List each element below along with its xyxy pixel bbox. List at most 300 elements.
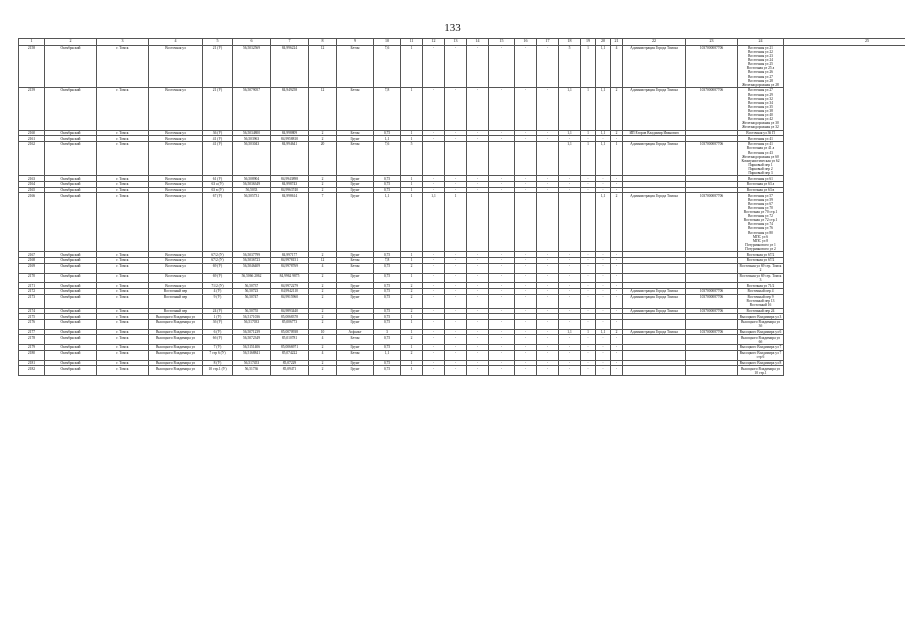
table-cell: Октябрьский bbox=[45, 308, 97, 314]
table-row bbox=[19, 88, 905, 131]
table-cell: Октябрьский bbox=[45, 193, 97, 252]
table-cell: 1 bbox=[401, 88, 423, 131]
table-cell bbox=[686, 350, 738, 360]
table-cell bbox=[423, 142, 445, 176]
table-cell: - bbox=[537, 263, 559, 273]
table-cell: 21 (У) bbox=[203, 88, 233, 131]
table-cell: 56,503963 bbox=[233, 136, 271, 142]
table-cell: - bbox=[596, 273, 611, 283]
table-cell: - bbox=[596, 182, 611, 188]
table-cell: 7,8 bbox=[374, 258, 401, 264]
table-cell: - bbox=[611, 176, 623, 182]
table-cell: - bbox=[596, 176, 611, 182]
table-cell: - bbox=[611, 308, 623, 314]
table-cell: Восточная ул bbox=[149, 252, 203, 258]
table-cell: 85,006773 bbox=[271, 319, 309, 329]
table-cell: - bbox=[445, 263, 467, 273]
table-cell: Высоцкого Владимира ул bbox=[149, 350, 203, 360]
table-cell: Октябрьский bbox=[45, 319, 97, 329]
table-cell: г. Томск bbox=[97, 288, 149, 294]
table-cell: - bbox=[559, 258, 581, 264]
table-cell: Администрация Города Томска bbox=[623, 88, 686, 131]
table-cell: - bbox=[596, 136, 611, 142]
column-number-header: 13 bbox=[445, 39, 467, 46]
table-cell: 2168 bbox=[19, 258, 45, 264]
table-cell: - bbox=[467, 350, 489, 360]
table-cell: Бетон bbox=[337, 350, 374, 360]
table-cell: 12 bbox=[309, 88, 337, 131]
table-cell: - bbox=[445, 345, 467, 351]
table-cell: - bbox=[515, 288, 537, 294]
table-cell: - bbox=[611, 283, 623, 289]
table-cell: - bbox=[467, 288, 489, 294]
column-number-header: 5 bbox=[203, 39, 233, 46]
table-cell: 2 bbox=[309, 130, 337, 136]
table-cell: 84,9963740 bbox=[271, 187, 309, 193]
table-cell: Высоцкого Владимира ул bbox=[149, 360, 203, 366]
table-cell: 2 bbox=[309, 314, 337, 320]
table-cell: Грунт bbox=[337, 252, 374, 258]
table-row bbox=[19, 45, 905, 88]
table-cell: 56,5168841 bbox=[233, 350, 271, 360]
table-cell: Бетон bbox=[337, 258, 374, 264]
table-cell bbox=[623, 263, 686, 273]
table-cell: Октябрьский bbox=[45, 314, 97, 320]
table-cell: 1 bbox=[401, 45, 423, 88]
table-cell: - bbox=[537, 130, 559, 136]
table-cell bbox=[623, 273, 686, 283]
table-cell: - bbox=[515, 88, 537, 131]
table-cell: 41 (У) bbox=[203, 136, 233, 142]
table-cell: 1,1 bbox=[596, 88, 611, 131]
table-cell: Восточная ул bbox=[149, 176, 203, 182]
table-cell: Октябрьский bbox=[45, 88, 97, 131]
table-cell: - bbox=[611, 345, 623, 351]
table-cell: - bbox=[445, 182, 467, 188]
table-cell: 61 (У) bbox=[203, 176, 233, 182]
table-cell: - bbox=[596, 252, 611, 258]
table-cell: г. Томск bbox=[97, 345, 149, 351]
table-cell: - bbox=[581, 294, 596, 308]
table-cell: - bbox=[423, 308, 445, 314]
column-number-header: 9 bbox=[337, 39, 374, 46]
table-cell: - bbox=[515, 45, 537, 88]
table-cell: Октябрьский bbox=[45, 283, 97, 289]
table-cell: 2181 bbox=[19, 360, 45, 366]
table-cell: - bbox=[445, 360, 467, 366]
table-cell: - bbox=[489, 345, 515, 351]
table-cell: 2172 bbox=[19, 288, 45, 294]
column-number-header: 10 bbox=[374, 39, 401, 46]
table-cell: - bbox=[596, 366, 611, 376]
table-cell: 84,9943898 bbox=[271, 176, 309, 182]
table-row bbox=[19, 263, 905, 273]
table-cell: - bbox=[611, 294, 623, 308]
table-cell: 2 bbox=[611, 193, 623, 252]
table-cell: 2 bbox=[401, 263, 423, 273]
table-cell: - bbox=[423, 283, 445, 289]
table-cell: Высоцкого Владимира ул bbox=[149, 329, 203, 335]
table-cell: 69 (У) bbox=[203, 273, 233, 283]
table-cell: 2174 bbox=[19, 308, 45, 314]
table-cell: Бетон bbox=[337, 88, 374, 131]
column-number-header: 1 bbox=[19, 39, 45, 46]
table-cell: Восточная ул 36 П bbox=[738, 130, 784, 136]
table-cell: - bbox=[537, 88, 559, 131]
table-cell: 2 bbox=[309, 182, 337, 188]
table-cell: - bbox=[445, 288, 467, 294]
table-cell: - bbox=[581, 360, 596, 366]
table-cell: - bbox=[489, 88, 515, 131]
table-cell: 1 bbox=[401, 193, 423, 252]
table-cell: - bbox=[596, 288, 611, 294]
table-cell: 10 bbox=[309, 329, 337, 335]
table-cell: 1 bbox=[401, 273, 423, 283]
table-cell: - bbox=[596, 345, 611, 351]
table-cell: 56,517033 bbox=[233, 319, 271, 329]
table-cell: 10 стр.1 (У) bbox=[203, 366, 233, 376]
table-cell: 1,1 bbox=[596, 142, 611, 176]
table-cell: 85,0068378 bbox=[271, 314, 309, 320]
column-number-header: 12 bbox=[423, 39, 445, 46]
table-cell: - bbox=[611, 350, 623, 360]
table-cell: 1 bbox=[581, 45, 596, 88]
table-cell: Октябрьский bbox=[45, 176, 97, 182]
table-cell: Высоцкого Владимира ул bbox=[149, 335, 203, 345]
table-cell: - bbox=[596, 258, 611, 264]
table-cell: 84,9915960 bbox=[271, 294, 309, 308]
table-cell: 2 bbox=[309, 273, 337, 283]
column-number-header: 24 bbox=[738, 39, 784, 46]
table-cell: Грунт bbox=[337, 345, 374, 351]
table-cell: - bbox=[537, 288, 559, 294]
table-cell: 84,998809 bbox=[271, 130, 309, 136]
table-cell: Октябрьский bbox=[45, 130, 97, 136]
table-cell: - bbox=[445, 319, 467, 329]
table-cell: 85,010781 bbox=[271, 335, 309, 345]
table-cell: - bbox=[515, 263, 537, 273]
table-cell: Восточный пер bbox=[149, 308, 203, 314]
table-cell: 1 bbox=[611, 142, 623, 176]
table-cell: - bbox=[423, 130, 445, 136]
table-cell: 1 bbox=[401, 136, 423, 142]
table-cell: 1037000087706 bbox=[686, 142, 738, 176]
table-cell: 4 bbox=[611, 45, 623, 88]
table-cell: г. Томск bbox=[97, 335, 149, 345]
table-cell: 4 bbox=[309, 263, 337, 273]
column-number-header: 22 bbox=[623, 39, 686, 46]
table-cell: 2 bbox=[309, 294, 337, 308]
table-cell: 0,75 bbox=[374, 314, 401, 320]
table-cell: - bbox=[537, 350, 559, 360]
table-cell: 0,75 bbox=[374, 288, 401, 294]
table-cell: - bbox=[537, 182, 559, 188]
table-cell: 2169 bbox=[19, 263, 45, 273]
table-cell bbox=[515, 142, 537, 176]
table-cell: - bbox=[559, 283, 581, 289]
table-cell: Октябрьский bbox=[45, 366, 97, 376]
table-cell: - bbox=[537, 335, 559, 345]
table-cell: - bbox=[445, 329, 467, 335]
table-cell: - bbox=[423, 263, 445, 273]
table-cell: Восточная ул bbox=[149, 142, 203, 176]
column-number-header: 25 bbox=[784, 39, 905, 46]
table-cell: - bbox=[467, 319, 489, 329]
table-cell: 24 (У) bbox=[203, 308, 233, 314]
table-cell: - bbox=[581, 136, 596, 142]
table-row bbox=[19, 273, 905, 283]
table-cell bbox=[467, 142, 489, 176]
table-cell: - bbox=[489, 329, 515, 335]
table-cell: 7 стр 6 (У) bbox=[203, 350, 233, 360]
table-cell: 56,5151406 bbox=[233, 345, 271, 351]
table-cell bbox=[623, 335, 686, 345]
table-cell: 0,75 bbox=[374, 345, 401, 351]
table-cell: Восточная ул 41 Восточная ул 41 а Восточная ул 43 Железнодорожная ул 60 Коммунистическая ул 62 Парковый пер 1 Парковый пер 2 Парковый пер 3 bbox=[738, 142, 784, 176]
table-cell: Грунт bbox=[337, 314, 374, 320]
table-cell: - bbox=[581, 350, 596, 360]
table-cell: - bbox=[611, 136, 623, 142]
table-cell bbox=[623, 366, 686, 376]
table-cell: Восточная ул bbox=[149, 258, 203, 264]
table-cell: Октябрьский bbox=[45, 258, 97, 264]
table-cell: - bbox=[445, 136, 467, 142]
table-cell: - bbox=[489, 366, 515, 376]
table-cell: Октябрьский bbox=[45, 345, 97, 351]
table-cell: 56,5046409 bbox=[233, 263, 271, 273]
table-cell: 0,75 bbox=[374, 263, 401, 273]
table-cell: 2 bbox=[611, 88, 623, 131]
table-cell: - bbox=[467, 273, 489, 283]
table-cell: - bbox=[559, 176, 581, 182]
table-cell: - bbox=[445, 176, 467, 182]
table-cell: Администрация Города Томска bbox=[623, 329, 686, 335]
table-cell: 2 bbox=[309, 283, 337, 289]
table-cell: - bbox=[537, 283, 559, 289]
table-cell: - bbox=[445, 273, 467, 283]
table-row bbox=[19, 193, 905, 252]
table-cell: Восточная ул bbox=[149, 263, 203, 273]
table-cell: - bbox=[537, 294, 559, 308]
table-cell: - bbox=[559, 366, 581, 376]
table-cell: 85,0066971 bbox=[271, 345, 309, 351]
table-cell: - bbox=[596, 187, 611, 193]
table-cell: Высоцкого Владимира ул 7 стр 6 bbox=[738, 350, 784, 360]
column-number-header: 4 bbox=[149, 39, 203, 46]
table-cell: 41 (У) bbox=[203, 142, 233, 176]
table-cell: - bbox=[559, 273, 581, 283]
table-cell: 2 bbox=[309, 288, 337, 294]
table-cell: Высоцкого Владимира ул 7 bbox=[738, 345, 784, 351]
table-cell: 56,5072349 bbox=[233, 335, 271, 345]
table-cell: - bbox=[515, 182, 537, 188]
table-cell: Восточная ул 63 в bbox=[738, 187, 784, 193]
table-cell: 84,994641 bbox=[271, 142, 309, 176]
table-cell: 0,75 bbox=[374, 187, 401, 193]
table-cell: 2161 bbox=[19, 136, 45, 142]
table-cell: Восточная ул 69 стр. Томск 3 bbox=[738, 273, 784, 283]
table-cell: 20 bbox=[309, 142, 337, 176]
table-cell: 1,1 bbox=[374, 350, 401, 360]
table-cell: 1 bbox=[401, 252, 423, 258]
table-cell: - bbox=[596, 335, 611, 345]
table-cell: - bbox=[445, 335, 467, 345]
table-cell: г. Томск bbox=[97, 294, 149, 308]
table-cell: - bbox=[489, 258, 515, 264]
table-cell: 1037000087706 bbox=[686, 193, 738, 252]
table-header-row bbox=[19, 39, 905, 46]
table-cell: 1 bbox=[401, 130, 423, 136]
table-cell: Восточный пер bbox=[149, 288, 203, 294]
table-cell: г. Томск bbox=[97, 136, 149, 142]
table-cell: 5 bbox=[559, 45, 581, 88]
table-cell: - bbox=[489, 130, 515, 136]
table-row bbox=[19, 335, 905, 345]
table-cell: Восточная ул bbox=[149, 182, 203, 188]
table-cell: 0,75 bbox=[374, 308, 401, 314]
table-cell: 1 bbox=[401, 345, 423, 351]
table-row bbox=[19, 142, 905, 176]
table-cell: 1 bbox=[445, 193, 467, 252]
table-cell: Октябрьский bbox=[45, 136, 97, 142]
table-cell: 56,5079057 bbox=[233, 88, 271, 131]
table-cell: - bbox=[423, 366, 445, 376]
table-cell: - bbox=[489, 45, 515, 88]
table-cell: Октябрьский bbox=[45, 360, 97, 366]
table-cell: 1 (У) bbox=[203, 314, 233, 320]
column-number-header: 14 bbox=[467, 39, 489, 46]
table-cell: - bbox=[445, 366, 467, 376]
table-cell: - bbox=[537, 360, 559, 366]
table-cell: - bbox=[467, 88, 489, 131]
table-cell: 84,997177 bbox=[271, 252, 309, 258]
table-cell: 4 bbox=[309, 350, 337, 360]
table-cell: 56,5066 2062 bbox=[233, 273, 271, 283]
table-cell: - bbox=[467, 187, 489, 193]
table-cell: г. Томск bbox=[97, 319, 149, 329]
table-cell: г. Томск bbox=[97, 273, 149, 283]
table-cell: - bbox=[445, 350, 467, 360]
table-row bbox=[19, 366, 905, 376]
table-cell: - bbox=[445, 45, 467, 88]
table-cell: - bbox=[467, 130, 489, 136]
table-cell: - bbox=[445, 252, 467, 258]
table-cell: Администрация Города Томска bbox=[623, 142, 686, 176]
table-cell: - bbox=[537, 45, 559, 88]
table-cell: - bbox=[515, 252, 537, 258]
table-cell: Восточная ул 57 Восточная ул 59 Восточная ул 67 Восточная ул 70 Восточная ул 70 стр.1 Восточная ул 72 Восточная ул 72 стр.1 Восточная ул 74 Восточная ул 76 Восточная ул 80 МПС ул 6 МПС ул 8 Потурманового ул 1 Потурманового ул 2 bbox=[738, 193, 784, 252]
table-cell: - bbox=[559, 263, 581, 273]
table-cell: - bbox=[537, 176, 559, 182]
table-cell: - bbox=[489, 176, 515, 182]
table-cell: - bbox=[611, 335, 623, 345]
table-cell: 2159 bbox=[19, 88, 45, 131]
table-cell: ИП Егоров Владимир Иванович bbox=[623, 130, 686, 136]
table-cell: 84,9978769 bbox=[271, 263, 309, 273]
column-number-header: 15 bbox=[489, 39, 515, 46]
table-cell: 2 bbox=[401, 294, 423, 308]
table-cell: Грунт bbox=[337, 283, 374, 289]
table-cell: 2 bbox=[309, 308, 337, 314]
table-cell bbox=[537, 193, 559, 252]
table-cell: г. Томск bbox=[97, 263, 149, 273]
table-cell: - bbox=[611, 288, 623, 294]
table-cell: - bbox=[581, 187, 596, 193]
table-cell: - bbox=[596, 283, 611, 289]
table-cell: 56,5037799 bbox=[233, 252, 271, 258]
table-cell: Восточный пер 4 bbox=[738, 288, 784, 294]
table-cell: 3б (У) bbox=[203, 319, 233, 329]
table-cell: 0,75 bbox=[374, 294, 401, 308]
table-cell: Грунт bbox=[337, 193, 374, 252]
table-cell: - bbox=[423, 273, 445, 283]
column-number-header: 2 bbox=[45, 39, 97, 46]
table-cell: - bbox=[445, 294, 467, 308]
table-cell: Октябрьский bbox=[45, 263, 97, 273]
table-cell: Восточный пер bbox=[149, 294, 203, 308]
table-cell: - bbox=[467, 294, 489, 308]
column-number-header: 8 bbox=[309, 39, 337, 46]
table-cell: - bbox=[515, 345, 537, 351]
table-cell: - bbox=[489, 273, 515, 283]
table-cell: 1,1 bbox=[559, 142, 581, 176]
table-cell: 2160 bbox=[19, 130, 45, 136]
table-cell: - bbox=[559, 294, 581, 308]
table-cell: 1037000087706 bbox=[686, 88, 738, 131]
table-cell: г. Томск bbox=[97, 45, 149, 88]
table-cell: - bbox=[423, 182, 445, 188]
table-cell: 67 (У) bbox=[203, 193, 233, 252]
table-cell: Октябрьский bbox=[45, 350, 97, 360]
table-cell: Высоцкого Владимира ул 6б bbox=[738, 335, 784, 345]
table-cell: - bbox=[581, 176, 596, 182]
table-cell: 4 (У) bbox=[203, 288, 233, 294]
table-cell: 2 bbox=[309, 366, 337, 376]
table-cell: - bbox=[537, 187, 559, 193]
table-cell: 56,503043 bbox=[233, 142, 271, 176]
table-cell: 0,75 bbox=[374, 366, 401, 376]
table-row bbox=[19, 319, 905, 329]
table-cell: Грунт bbox=[337, 136, 374, 142]
table-cell: Октябрьский bbox=[45, 294, 97, 308]
table-cell: - bbox=[423, 45, 445, 88]
table-cell: Октябрьский bbox=[45, 252, 97, 258]
table-cell: - bbox=[611, 187, 623, 193]
table-cell: 0,75 bbox=[374, 283, 401, 289]
table-cell: 1 bbox=[581, 142, 596, 176]
table-cell: 0,75 bbox=[374, 360, 401, 366]
table-cell: 7,6 bbox=[374, 45, 401, 88]
table-cell: - bbox=[515, 130, 537, 136]
table-cell: 1037000087706 bbox=[686, 329, 738, 335]
table-cell: Высоцкого Владимира ул 8 bbox=[738, 360, 784, 366]
table-cell: 2 bbox=[611, 130, 623, 136]
table-cell: 56,5036349 bbox=[233, 182, 271, 188]
table-cell: - bbox=[581, 252, 596, 258]
table-cell: Грунт bbox=[337, 319, 374, 329]
table-cell bbox=[581, 193, 596, 252]
table-cell: 1 bbox=[401, 314, 423, 320]
table-cell: Бетон bbox=[337, 130, 374, 136]
table-cell: 56,5036723 bbox=[233, 258, 271, 264]
table-cell: Бетон bbox=[337, 142, 374, 176]
table-cell bbox=[445, 142, 467, 176]
table-cell: Восточная ул 69 стр. Томск 2 bbox=[738, 263, 784, 273]
table-cell: 84,9978151 bbox=[271, 258, 309, 264]
table-cell: Бетон bbox=[337, 335, 374, 345]
table-cell: 7,6 bbox=[374, 142, 401, 176]
table-cell: г. Томск bbox=[97, 88, 149, 131]
